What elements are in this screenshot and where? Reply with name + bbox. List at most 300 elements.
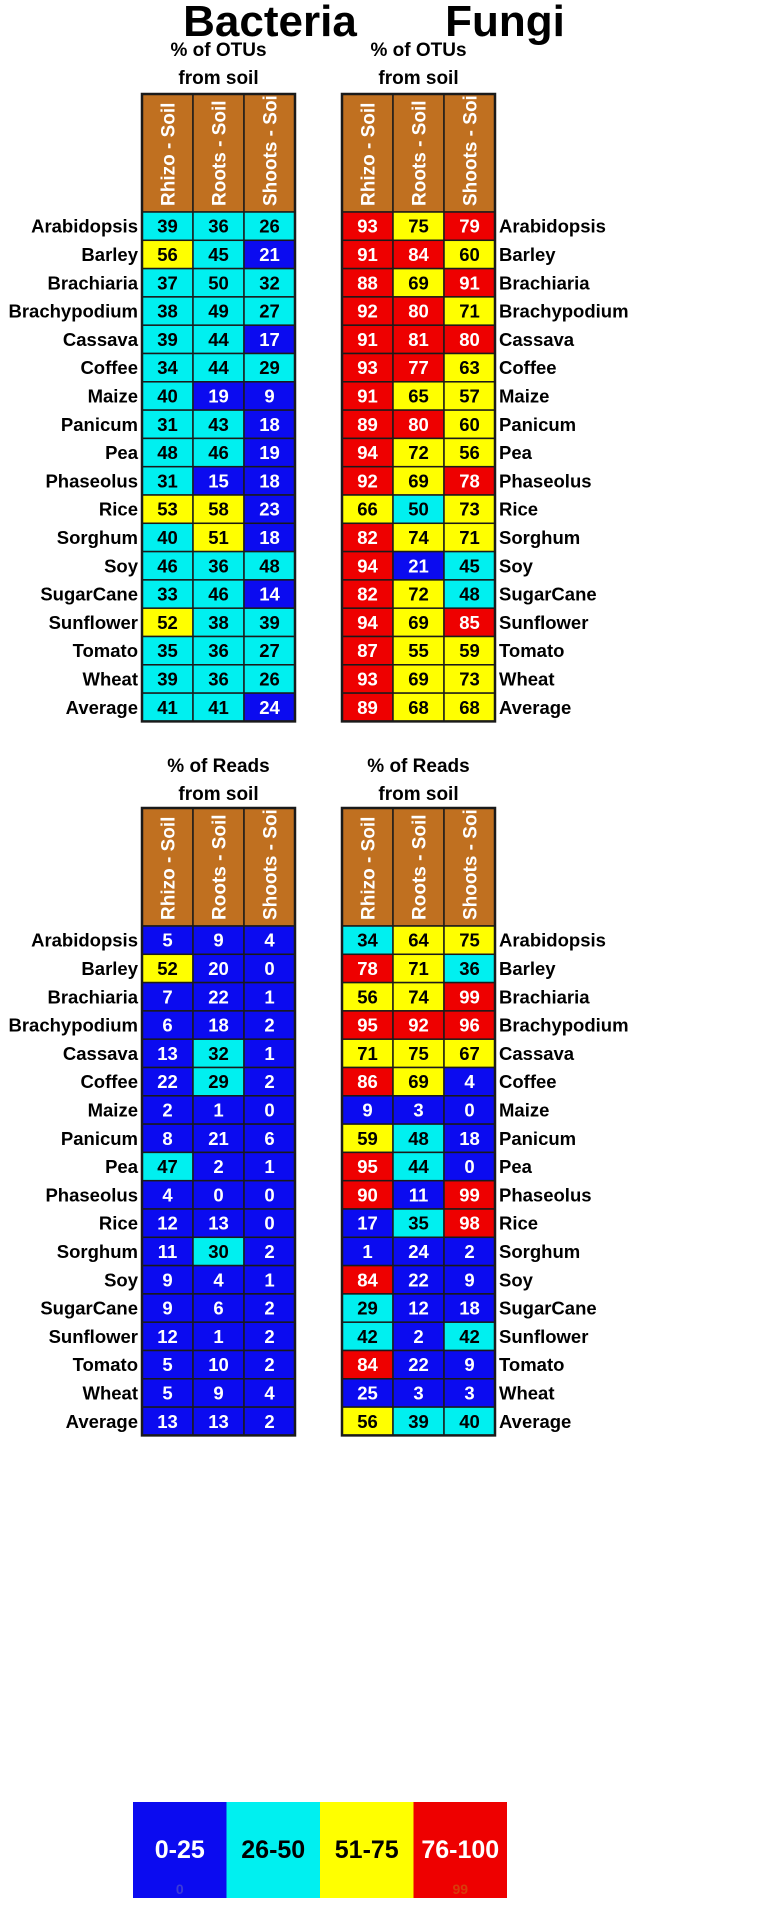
cell-value: 0 (264, 1099, 275, 1121)
row-label: Brachypodium (499, 1014, 629, 1036)
cell-value: 71 (408, 957, 429, 979)
row-label: Arabidopsis (499, 929, 606, 951)
row-label: Panicum (499, 413, 577, 435)
column-header-label: Shoots - Soil (260, 89, 282, 206)
cell-value: 36 (208, 555, 229, 577)
cell-value: 71 (459, 300, 480, 322)
cell-value: 71 (357, 1042, 378, 1064)
cell-value: 59 (459, 640, 480, 662)
row-label: Phaseolus (499, 470, 592, 492)
cell-value: 9 (162, 1297, 173, 1319)
cell-value: 45 (208, 243, 229, 265)
cell-value: 82 (357, 526, 378, 548)
cell-value: 39 (157, 328, 178, 350)
cell-value: 52 (157, 957, 178, 979)
cell-value: 44 (208, 357, 229, 379)
cell-value: 78 (459, 470, 480, 492)
cell-value: 11 (408, 1184, 429, 1206)
row-label: Barley (499, 957, 556, 979)
row-label: Coffee (80, 357, 138, 379)
cell-value: 0 (264, 957, 275, 979)
cell-value: 31 (157, 470, 178, 492)
row-label: Wheat (82, 1382, 138, 1404)
cell-value: 46 (208, 442, 229, 464)
panel-subtitle: % of OTUs (170, 40, 267, 61)
row-label: Soy (499, 1269, 533, 1291)
cell-value: 1 (264, 1156, 275, 1178)
row-label: Maize (87, 385, 138, 407)
cell-value: 72 (408, 442, 429, 464)
row-label: Wheat (82, 668, 138, 690)
cell-value: 47 (157, 1156, 178, 1178)
cell-value: 68 (408, 696, 429, 718)
cell-value: 93 (357, 215, 378, 237)
cell-value: 49 (208, 300, 229, 322)
cell-value: 11 (157, 1240, 178, 1262)
cell-value: 94 (357, 555, 378, 577)
row-label: Brachiaria (499, 986, 590, 1008)
cell-value: 9 (213, 1382, 224, 1404)
cell-value: 2 (264, 1354, 275, 1376)
cell-value: 21 (259, 243, 280, 265)
cell-value: 22 (157, 1071, 178, 1093)
cell-value: 93 (357, 668, 378, 690)
cell-value: 94 (357, 611, 378, 633)
cell-value: 13 (157, 1042, 178, 1064)
cell-value: 56 (357, 986, 378, 1008)
row-label: Coffee (499, 1071, 557, 1093)
cell-value: 48 (157, 442, 178, 464)
cell-value: 72 (408, 583, 429, 605)
cell-value: 36 (208, 215, 229, 237)
cell-value: 48 (259, 555, 280, 577)
cell-value: 98 (459, 1212, 480, 1234)
row-label: Arabidopsis (31, 215, 138, 237)
cell-value: 91 (459, 272, 480, 294)
row-label: Tomato (499, 1354, 565, 1376)
column-header-label: Rhizo - Soil (158, 816, 180, 920)
row-label: Sorghum (56, 526, 138, 548)
cell-value: 99 (459, 1184, 480, 1206)
cell-value: 56 (157, 243, 178, 265)
cell-value: 75 (459, 929, 480, 951)
cell-value: 4 (264, 1382, 275, 1404)
bacteria-title: Bacteria (183, 0, 357, 46)
cell-value: 12 (157, 1325, 178, 1347)
row-label: Sunflower (499, 611, 589, 633)
cell-value: 66 (357, 498, 378, 520)
cell-value: 91 (357, 243, 378, 265)
cell-value: 23 (259, 498, 280, 520)
heatmap-panel (8, 40, 295, 721)
cell-value: 0 (213, 1184, 224, 1206)
cell-value: 56 (459, 442, 480, 464)
cell-value: 39 (157, 215, 178, 237)
cell-value: 57 (459, 385, 480, 407)
row-label: SugarCane (499, 1297, 597, 1319)
cell-value: 39 (259, 611, 280, 633)
panel-subtitle: from soil (178, 784, 259, 805)
cell-value: 3 (413, 1099, 424, 1121)
cell-value: 32 (208, 1042, 229, 1064)
cell-value: 9 (162, 1269, 173, 1291)
cell-value: 48 (408, 1127, 429, 1149)
column-header-label: Rhizo - Soil (158, 102, 180, 206)
cell-value: 27 (259, 640, 280, 662)
row-label: Average (499, 1410, 572, 1432)
row-label: Barley (499, 243, 556, 265)
cell-value: 38 (208, 611, 229, 633)
cell-value: 18 (259, 526, 280, 548)
cell-value: 39 (408, 1410, 429, 1432)
cell-value: 99 (459, 986, 480, 1008)
cell-value: 88 (357, 272, 378, 294)
row-label: Arabidopsis (31, 929, 138, 951)
cell-value: 93 (357, 357, 378, 379)
cell-value: 1 (213, 1099, 224, 1121)
row-label: Barley (81, 243, 138, 265)
cell-value: 89 (357, 696, 378, 718)
cell-value: 18 (259, 413, 280, 435)
cell-value: 9 (213, 929, 224, 951)
row-label: Cassava (499, 1042, 575, 1064)
cell-value: 6 (264, 1127, 275, 1149)
row-label: SugarCane (499, 583, 597, 605)
row-label: Cassava (62, 1042, 138, 1064)
cell-value: 29 (357, 1297, 378, 1319)
cell-value: 95 (357, 1014, 378, 1036)
cell-value: 18 (259, 470, 280, 492)
cell-value: 80 (408, 413, 429, 435)
heatmap-panel (342, 40, 629, 721)
row-label: Arabidopsis (499, 215, 606, 237)
cell-value: 73 (459, 668, 480, 690)
row-label: Brachiaria (47, 272, 138, 294)
cell-value: 27 (259, 300, 280, 322)
cell-value: 20 (208, 957, 229, 979)
cell-value: 69 (408, 1071, 429, 1093)
cell-value: 75 (408, 1042, 429, 1064)
column-header-label: Roots - Soil (409, 100, 431, 206)
cell-value: 69 (408, 470, 429, 492)
cell-value: 43 (208, 413, 229, 435)
row-label: SugarCane (40, 1297, 138, 1319)
cell-value: 41 (157, 696, 178, 718)
cell-value: 6 (162, 1014, 173, 1036)
cell-value: 68 (459, 696, 480, 718)
row-label: Sorghum (499, 526, 581, 548)
cell-value: 65 (408, 385, 429, 407)
legend-label: 0-25 (154, 1836, 205, 1864)
row-label: Rice (98, 498, 138, 520)
row-label: Soy (104, 555, 138, 577)
row-label: Brachypodium (8, 300, 138, 322)
cell-value: 69 (408, 272, 429, 294)
cell-value: 9 (362, 1099, 373, 1121)
cell-value: 9 (264, 385, 275, 407)
cell-value: 45 (459, 555, 480, 577)
panel-subtitle: % of Reads (367, 756, 470, 777)
row-label: Rice (98, 1212, 138, 1234)
cell-value: 50 (208, 272, 229, 294)
cell-value: 55 (408, 640, 429, 662)
cell-value: 2 (464, 1240, 475, 1262)
row-label: Tomato (499, 640, 565, 662)
column-header-label: Roots - Soil (209, 100, 231, 206)
cell-value: 13 (208, 1212, 229, 1234)
cell-value: 12 (157, 1212, 178, 1234)
cell-value: 60 (459, 243, 480, 265)
row-label: SugarCane (40, 583, 138, 605)
cell-value: 91 (357, 328, 378, 350)
cell-value: 18 (208, 1014, 229, 1036)
cell-value: 40 (459, 1410, 480, 1432)
row-label: Soy (104, 1269, 138, 1291)
legend-label: 51-75 (334, 1836, 399, 1864)
cell-value: 1 (264, 1042, 275, 1064)
cell-value: 30 (208, 1240, 229, 1262)
cell-value: 40 (157, 385, 178, 407)
cell-value: 64 (408, 929, 429, 951)
cell-value: 50 (408, 498, 429, 520)
legend-max-label: 99 (452, 1881, 469, 1897)
row-label: Soy (499, 555, 533, 577)
cell-value: 84 (357, 1269, 378, 1291)
cell-value: 60 (459, 413, 480, 435)
cell-value: 4 (264, 929, 275, 951)
cell-value: 2 (264, 1014, 275, 1036)
row-label: Average (499, 696, 572, 718)
color-legend (133, 1802, 507, 1898)
cell-value: 5 (162, 1354, 173, 1376)
cell-value: 42 (357, 1325, 378, 1347)
cell-value: 4 (162, 1184, 173, 1206)
cell-value: 74 (408, 986, 429, 1008)
cell-value: 36 (459, 957, 480, 979)
cell-value: 8 (162, 1127, 173, 1149)
row-label: Panicum (60, 413, 138, 435)
row-label: Pea (105, 442, 138, 464)
panel-subtitle: from soil (378, 68, 459, 89)
column-header-label: Rhizo - Soil (358, 102, 380, 206)
cell-value: 51 (208, 526, 229, 548)
cell-value: 53 (157, 498, 178, 520)
cell-value: 21 (408, 555, 429, 577)
row-label: Sunflower (499, 1325, 589, 1347)
cell-value: 22 (208, 986, 229, 1008)
cell-value: 92 (357, 300, 378, 322)
legend-min-label: 0 (175, 1881, 184, 1897)
cell-value: 3 (413, 1382, 424, 1404)
cell-value: 85 (459, 611, 480, 633)
cell-value: 37 (157, 272, 178, 294)
cell-value: 10 (208, 1354, 229, 1376)
cell-value: 9 (464, 1354, 475, 1376)
cell-value: 24 (259, 696, 280, 718)
cell-value: 74 (408, 526, 429, 548)
cell-value: 89 (357, 413, 378, 435)
cell-value: 21 (208, 1127, 229, 1149)
cell-value: 42 (459, 1325, 480, 1347)
cell-value: 25 (357, 1382, 378, 1404)
cell-value: 94 (357, 442, 378, 464)
heatmap-panels (8, 40, 628, 1435)
cell-value: 2 (213, 1156, 224, 1178)
cell-value: 2 (413, 1325, 424, 1347)
cell-value: 67 (459, 1042, 480, 1064)
row-label: Coffee (80, 1071, 138, 1093)
cell-value: 40 (157, 526, 178, 548)
row-label: Pea (499, 442, 532, 464)
cell-value: 6 (213, 1297, 224, 1319)
row-label: Brachiaria (499, 272, 590, 294)
row-label: Wheat (499, 1382, 555, 1404)
row-label: Brachypodium (8, 1014, 138, 1036)
cell-value: 2 (264, 1410, 275, 1432)
cell-value: 95 (357, 1156, 378, 1178)
cell-value: 84 (357, 1354, 378, 1376)
row-label: Sunflower (48, 1325, 138, 1347)
cell-value: 2 (264, 1071, 275, 1093)
cell-value: 0 (464, 1099, 475, 1121)
row-label: Tomato (72, 1354, 138, 1376)
cell-value: 9 (464, 1269, 475, 1291)
cell-value: 46 (208, 583, 229, 605)
row-label: Pea (105, 1156, 138, 1178)
cell-value: 87 (357, 640, 378, 662)
cell-value: 24 (408, 1240, 429, 1262)
cell-value: 0 (464, 1156, 475, 1178)
cell-value: 63 (459, 357, 480, 379)
cell-value: 13 (208, 1410, 229, 1432)
row-label: Average (65, 696, 138, 718)
cell-value: 35 (157, 640, 178, 662)
row-label: Wheat (499, 668, 555, 690)
cell-value: 77 (408, 357, 429, 379)
cell-value: 34 (157, 357, 178, 379)
legend-label: 26-50 (241, 1836, 306, 1864)
cell-value: 71 (459, 526, 480, 548)
column-header-label: Roots - Soil (409, 814, 431, 920)
cell-value: 39 (157, 668, 178, 690)
cell-value: 58 (208, 498, 229, 520)
cell-value: 75 (408, 215, 429, 237)
row-label: Pea (499, 1156, 532, 1178)
cell-value: 15 (208, 470, 229, 492)
row-label: Sorghum (56, 1240, 138, 1262)
cell-value: 0 (264, 1212, 275, 1234)
cell-value: 17 (357, 1212, 378, 1234)
cell-value: 3 (464, 1382, 475, 1404)
cell-value: 2 (264, 1325, 275, 1347)
cell-value: 79 (459, 215, 480, 237)
cell-value: 4 (213, 1269, 224, 1291)
panel-subtitle: from soil (378, 784, 459, 805)
row-label: Maize (499, 1099, 550, 1121)
cell-value: 78 (357, 957, 378, 979)
row-label: Panicum (499, 1127, 577, 1149)
cell-value: 36 (208, 668, 229, 690)
cell-value: 29 (208, 1071, 229, 1093)
cell-value: 2 (264, 1297, 275, 1319)
row-label: Maize (87, 1099, 138, 1121)
row-label: Tomato (72, 640, 138, 662)
cell-value: 4 (464, 1071, 475, 1093)
cell-value: 12 (408, 1297, 429, 1319)
column-header-label: Rhizo - Soil (358, 816, 380, 920)
row-label: Phaseolus (499, 1184, 592, 1206)
cell-value: 18 (459, 1127, 480, 1149)
row-label: Average (65, 1410, 138, 1432)
heatmap-panel (342, 756, 629, 1435)
row-label: Brachiaria (47, 986, 138, 1008)
column-header-label: Shoots - Soil (460, 89, 482, 206)
panel-subtitle: % of Reads (167, 756, 270, 777)
column-header-label: Roots - Soil (209, 814, 231, 920)
cell-value: 80 (408, 300, 429, 322)
cell-value: 48 (459, 583, 480, 605)
cell-value: 91 (357, 385, 378, 407)
cell-value: 56 (357, 1410, 378, 1432)
row-label: Brachypodium (499, 300, 629, 322)
cell-value: 26 (259, 215, 280, 237)
cell-value: 31 (157, 413, 178, 435)
cell-value: 35 (408, 1212, 429, 1234)
cell-value: 0 (264, 1184, 275, 1206)
heatmap-panel (8, 756, 295, 1435)
cell-value: 82 (357, 583, 378, 605)
cell-value: 52 (157, 611, 178, 633)
cell-value: 90 (357, 1184, 378, 1206)
cell-value: 19 (259, 442, 280, 464)
cell-value: 33 (157, 583, 178, 605)
row-label: Cassava (499, 328, 575, 350)
cell-value: 44 (408, 1156, 429, 1178)
row-label: Cassava (62, 328, 138, 350)
row-label: Sunflower (48, 611, 138, 633)
cell-value: 17 (259, 328, 280, 350)
cell-value: 1 (213, 1325, 224, 1347)
cell-value: 69 (408, 668, 429, 690)
cell-value: 92 (357, 470, 378, 492)
cell-value: 84 (408, 243, 429, 265)
cell-value: 73 (459, 498, 480, 520)
cell-value: 32 (259, 272, 280, 294)
row-label: Panicum (60, 1127, 138, 1149)
cell-value: 34 (357, 929, 378, 951)
cell-value: 41 (208, 696, 229, 718)
cell-value: 13 (157, 1410, 178, 1432)
row-label: Maize (499, 385, 550, 407)
cell-value: 59 (357, 1127, 378, 1149)
fungi-title: Fungi (445, 0, 565, 46)
panel-subtitle: from soil (178, 68, 259, 89)
cell-value: 18 (459, 1297, 480, 1319)
row-label: Coffee (499, 357, 557, 379)
row-label: Barley (81, 957, 138, 979)
cell-value: 5 (162, 929, 173, 951)
cell-value: 19 (208, 385, 229, 407)
cell-value: 1 (264, 986, 275, 1008)
cell-value: 29 (259, 357, 280, 379)
cell-value: 38 (157, 300, 178, 322)
cell-value: 5 (162, 1382, 173, 1404)
cell-value: 2 (264, 1240, 275, 1262)
row-label: Rice (499, 498, 539, 520)
column-header-label: Shoots - Soil (460, 803, 482, 920)
cell-value: 14 (259, 583, 280, 605)
cell-value: 80 (459, 328, 480, 350)
